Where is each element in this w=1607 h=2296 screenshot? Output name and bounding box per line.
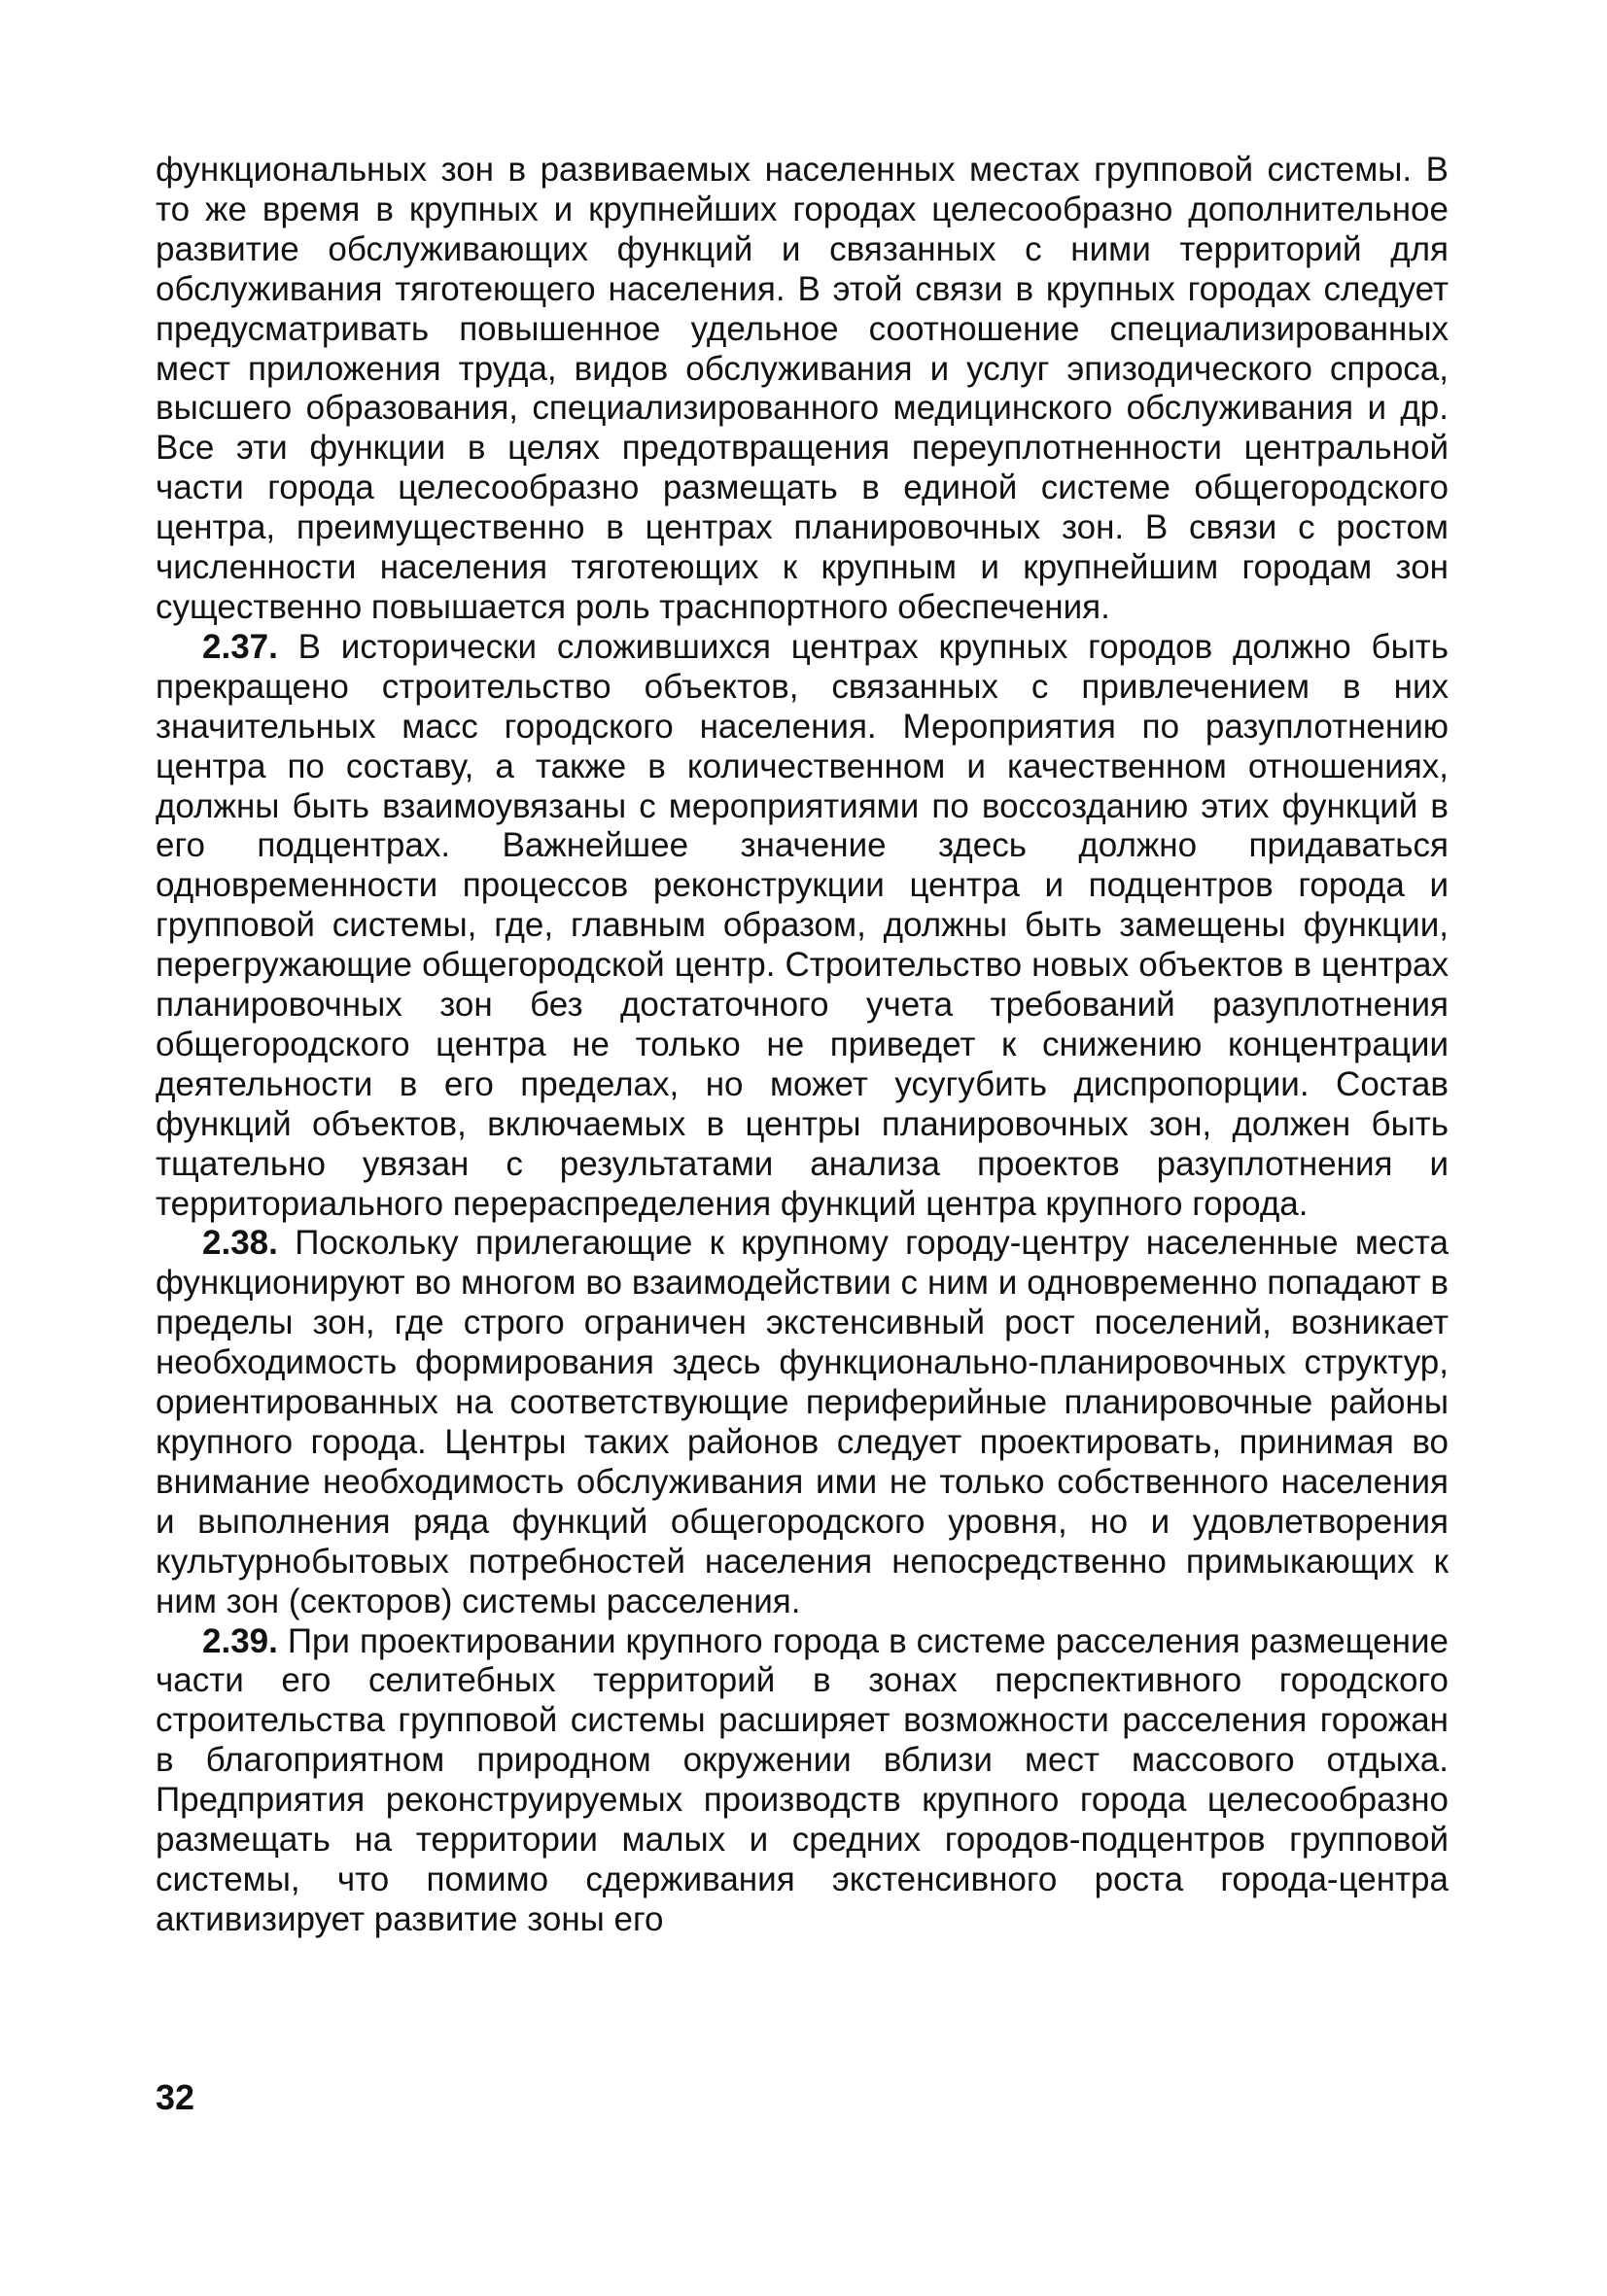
paragraph-2-37 xyxy=(156,628,1449,1225)
paragraph-text: функциональных зон в развиваемых населенных местах групповой системы. В то же время в крупных и крупнейших городах целесообразно дополнительное развитие обслуживающих функций и связанных с ними территорий для обслуживания тяготеющего населения. В этой связи в крупных городах следует предусматривать повышенное удельное соотношение специализированных мест приложения труда, видов обслуживания и услуг эпизодического спроса, высшего образования, специализированного медицинского обслуживания и др. Все эти функции в целях предотвращения переуплотненности центральной части города целесообразно размещать в единой системе общегородского центра, преимущественно в центрах планировочных зон. В связи с ростом численности населения тяготеющих к крупным и крупнейшим городам зон существенно повышается роль траснпортного обеспечения. xyxy=(156,151,1449,626)
paragraph-continued xyxy=(156,151,1449,628)
paragraph-number: 2.39. xyxy=(202,1621,278,1660)
paragraph-2-39 xyxy=(156,1622,1449,1940)
page-body xyxy=(156,151,1449,1940)
paragraph-number: 2.38. xyxy=(202,1224,278,1263)
paragraph-number: 2.37. xyxy=(202,627,278,666)
paragraph-text: Поскольку прилегающие к крупному городу-центру населенные места функционируют во многом во взаимодействии с ним и одновременно попадают в пределы зон, где строго ограничен экстенсивный рост поселений, возникает необходимость формирования здесь функционально-планировочных структур, ориентированных на соответствующие периферийные планировочные районы крупного города. Центры таких районов следует проектировать, принимая во внимание необходимость обслуживания ими не только собственного населения и выполнения ряда функций общегородского уровня, но и удовлетворения культурнобытовых потребностей населения непосредственно примыкающих к ним зон (секторов) системы расселения. xyxy=(156,1224,1449,1620)
paragraph-text: При проектировании крупного города в системе расселения размещение части его селитебных территорий в зонах перспективного городского строительства групповой системы расширяет возможности расселения горожан в благоприятном природном окружении вблизи мест массового отдыха. Предприятия реконструируемых производств крупного города целесообразно размещать на территории малых и средних городов-подцентров групповой системы, что помимо сдерживания экстенсивного роста города-центра активизирует развитие зоны его xyxy=(156,1621,1449,1938)
paragraph-2-38 xyxy=(156,1224,1449,1621)
page-number: 32 xyxy=(156,2077,195,2117)
paragraph-text: В исторически сложившихся центрах крупных городов должно быть прекращено строительство объектов, связанных с привлечением в них значительных масс городского населения. Мероприятия по разуплотнению центра по составу, а также в количественном и качественном отношениях, должны быть взаимоувязаны с мероприятиями по воссозданию этих функций в его подцентрах. Важнейшее значение здесь должно придаваться одновременности процессов реконструкции центра и подцентров города и групповой системы, где, главным образом, должны быть замещены функции, перегружающие общегородской центр. Строительство новых объектов в центрах планировочных зон без достаточного учета требований разуплотнения общегородского центра не только не приведет к снижению концентрации деятельности в его пределах, но может усугубить диспропорции. Состав функций объектов, включаемых в центры планировочных зон, должен быть тщательно увязан с результатами анализа проектов разуплотнения и территориального перераспределения функций центра крупного города. xyxy=(156,627,1449,1223)
